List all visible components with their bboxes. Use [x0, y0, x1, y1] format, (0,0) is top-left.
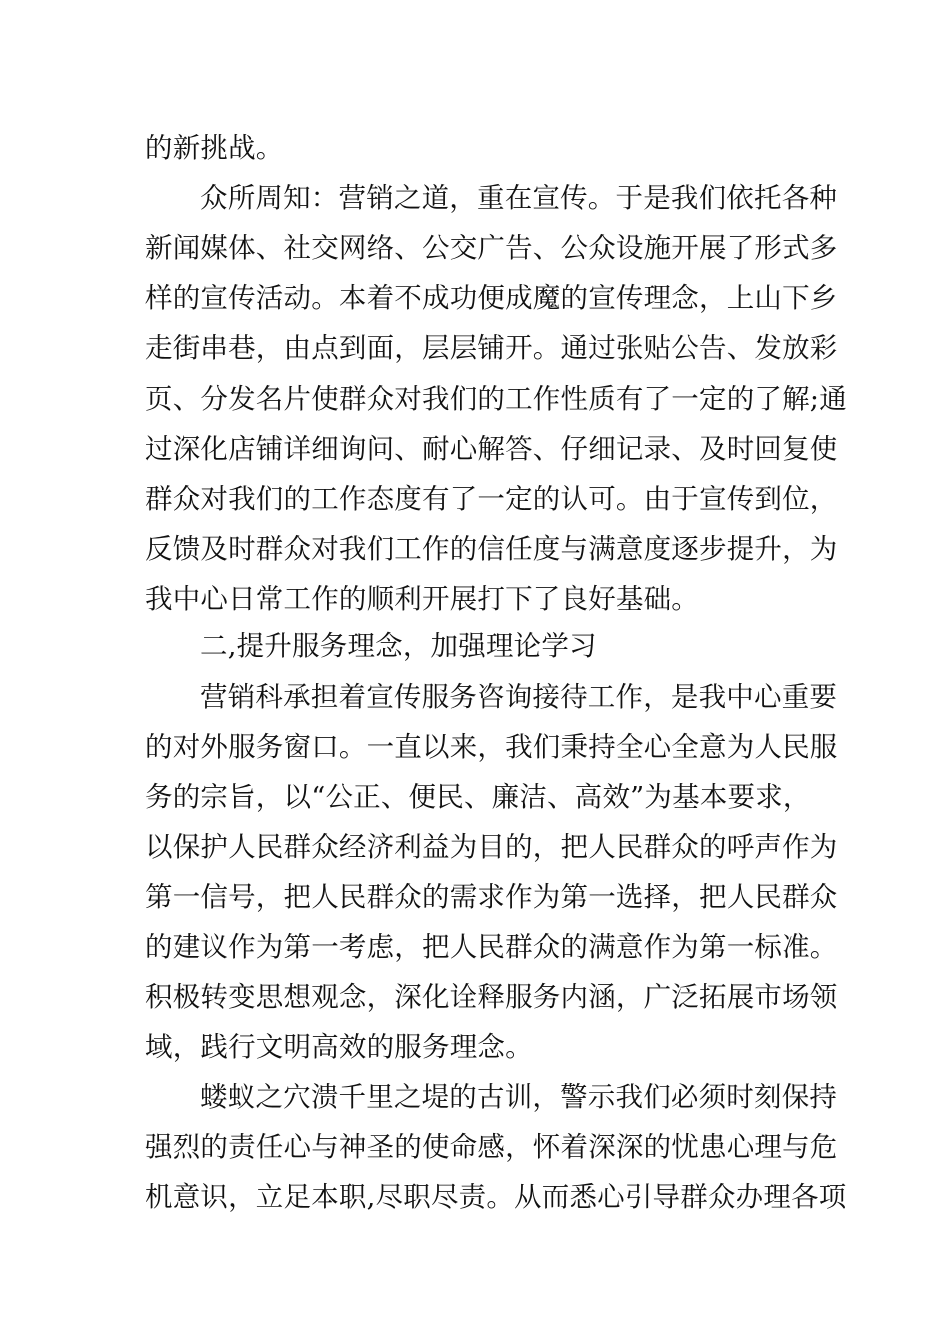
- text-line: 我中心日常工作的顺利开展打下了良好基础。: [145, 583, 699, 615]
- paragraph-start: 蝼蚁之穴溃千里之堤的古训，警示我们必须时刻保持: [200, 1081, 838, 1113]
- text-line: 积极转变思想观念，深化诠释服务内涵，广泛拓展市场领: [145, 981, 838, 1013]
- text-line: 群众对我们的工作态度有了一定的认可。由于宣传到位，: [145, 483, 838, 515]
- text-line: 样的宣传活动。本着不成功便成魔的宣传理念，上山下乡: [145, 282, 838, 314]
- text-line: 域，践行文明高效的服务理念。: [145, 1031, 533, 1063]
- text-line: 的建议作为第一考虑，把人民群众的满意作为第一标准。: [145, 931, 838, 963]
- text-line: 新闻媒体、社交网络、公交广告、公众设施开展了形式多: [145, 232, 838, 264]
- text-line: 过深化店铺详细询问、耐心解答、仔细记录、及时回复使: [145, 433, 838, 465]
- text-line: 第一信号，把人民群众的需求作为第一选择，把人民群众: [145, 881, 838, 913]
- text-line: 反馈及时群众对我们工作的信任度与满意度逐步提升，为: [145, 533, 838, 565]
- text-line: 的新挑战。: [145, 132, 284, 164]
- text-line: 机意识，立足本职,尽职尽责。从而悉心引导群众办理各项: [145, 1181, 847, 1213]
- paragraph-start: 众所周知：营销之道，重在宣传。于是我们依托各种: [200, 182, 838, 214]
- text-line: 强烈的责任心与神圣的使命感，怀着深深的忧患心理与危: [145, 1131, 838, 1163]
- text-line: 以保护人民群众经济利益为目的，把人民群众的呼声作为: [145, 831, 838, 863]
- section-heading: 二,提升服务理念，加强理论学习: [200, 630, 597, 662]
- paragraph-start: 营销科承担着宣传服务咨询接待工作，是我中心重要: [200, 681, 838, 713]
- text-line: 的对外服务窗口。一直以来，我们秉持全心全意为人民服: [145, 731, 838, 763]
- text-line: 页、分发名片使群众对我们的工作性质有了一定的了解;通: [145, 383, 847, 415]
- text-line: 务的宗旨，以“公正、便民、廉洁、高效”为基本要求，: [145, 781, 811, 813]
- text-line: 走街串巷，由点到面，层层铺开。通过张贴公告、发放彩: [145, 332, 838, 364]
